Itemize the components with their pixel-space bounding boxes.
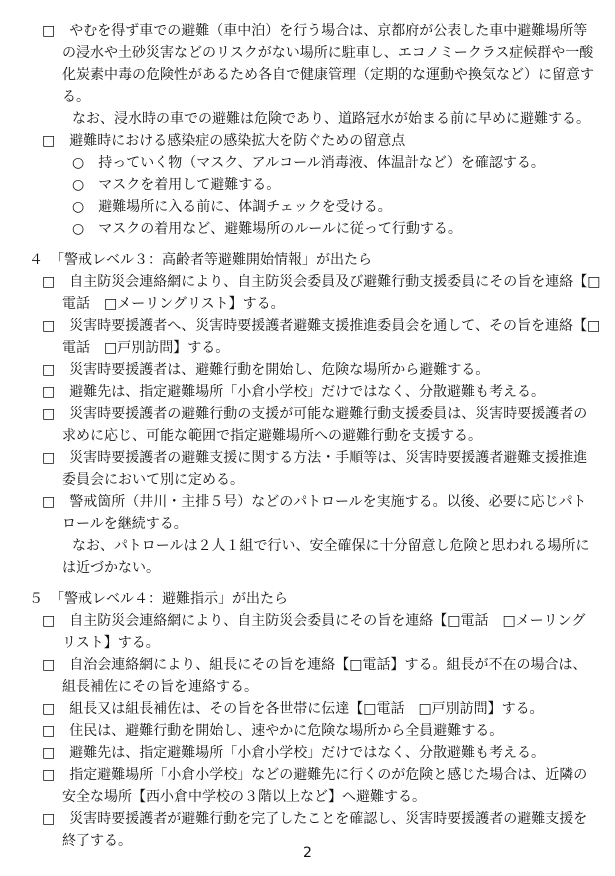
text-line: □ やむを得ず車での避難（車中泊）を行う場合は、京都府が公表した車中避難場所等 [42, 23, 588, 39]
text-line: □ 住民は、避難行動を開始し、速やかに危険な場所から全員避難する。 [42, 723, 504, 739]
section-heading: ４ 「警戒レベル３：高齢者等避難開始情報」が出たら [29, 252, 372, 268]
text-line: ○ マスクを着用して避難する。 [72, 177, 281, 193]
text-line: 電話 □メーリングリスト】する。 [62, 296, 285, 312]
text-line: は近づかない。 [62, 560, 160, 576]
text-line: □ 災害時要援護者の避難支援に関する方法・手順等は、災害時要援護者避難支援推進 [42, 450, 588, 466]
text-line: る。 [62, 89, 90, 105]
text-line: □ 自主防災会連絡網により、自主防災会委員にその旨を連絡【□電話 □メーリング [42, 613, 586, 629]
text-line: 組長補佐にその旨を連絡する。 [62, 679, 258, 695]
text-line: 安全な場所【西小倉中学校の３階以上など】へ避難する。 [62, 789, 426, 805]
page-number: 2 [303, 845, 312, 861]
text-line: なお、浸水時の車での避難は危険であり、道路冠水が始まる前に早めに避難する。 [72, 111, 590, 127]
text-line: □ 避難先は、指定避難場所「小倉小学校」だけではなく、分散避難も考える。 [42, 384, 545, 400]
text-line: □ 組長又は組長補佐は、その旨を各世帯に伝達【□電話 □戸別訪問】する。 [42, 701, 544, 717]
text-line: リスト】する。 [62, 635, 160, 651]
text-line: □ 警戒箇所（井川・主排５号）などのパトロールを実施する。以後、必要に応じパト [42, 494, 587, 510]
text-line: なお、パトロールは２人１組で行い、安全確保に十分留意し危険と思われる場所に [72, 538, 590, 554]
text-line: □ 災害時要援護者へ、災害時要援護者避難支援推進委員会を通して、その旨を連絡【□ [42, 318, 601, 334]
text-line: □ 避難時における感染症の感染拡大を防ぐための留意点 [42, 133, 406, 149]
text-line: の浸水や土砂災害などのリスクがない場所に駐車し、エコノミークラス症候群や一酸 [62, 45, 594, 61]
text-line: 化炭素中毒の危険性があるため各自で健康管理（定期的な運動や換気など）に留意す [62, 67, 594, 83]
text-line: ○ 持っていく物（マスク、アルコール消毒液、体温計など）を確認する。 [72, 155, 545, 171]
text-line: 電話 □戸別訪問】する。 [62, 340, 230, 356]
text-line: □ 指定避難場所「小倉小学校」などの避難先に行くのが危険と感じた場合は、近隣の [42, 767, 588, 783]
text-line: □ 災害時要援護者は、避難行動を開始し、危険な場所から避難する。 [42, 362, 490, 378]
text-line: 委員会において別に定める。 [62, 472, 244, 488]
text-line: ロールを継続する。 [62, 516, 188, 532]
section-heading: ５ 「警戒レベル４：避難指示」が出たら [29, 591, 288, 607]
text-line: □ 災害時要援護者の避難行動の支援が可能な避難行動支援委員は、災害時要援護者の [42, 406, 588, 422]
text-line: □ 避難先は、指定避難場所「小倉小学校」だけではなく、分散避難も考える。 [42, 745, 545, 761]
text-line: 求めに応じ、可能な範囲で指定避難場所への避難行動を支援する。 [62, 428, 482, 444]
text-line: □ 自治会連絡網により、組長にその旨を連絡【□電話】する。組長が不在の場合は、 [42, 657, 587, 673]
text-line: □ 災害時要援護者が避難行動を完了したことを確認し、災害時要援護者の避難支援を [42, 811, 588, 827]
text-line: □ 自主防災会連絡網により、自主防災会委員及び避難行動支援委員にその旨を連絡【□ [42, 274, 601, 290]
text-line: ○ マスクの着用など、避難場所のルールに従って行動する。 [72, 221, 462, 237]
text-line: 終了する。 [62, 833, 132, 849]
text-line: ○ 避難場所に入る前に、体調チェックを受ける。 [72, 199, 392, 215]
